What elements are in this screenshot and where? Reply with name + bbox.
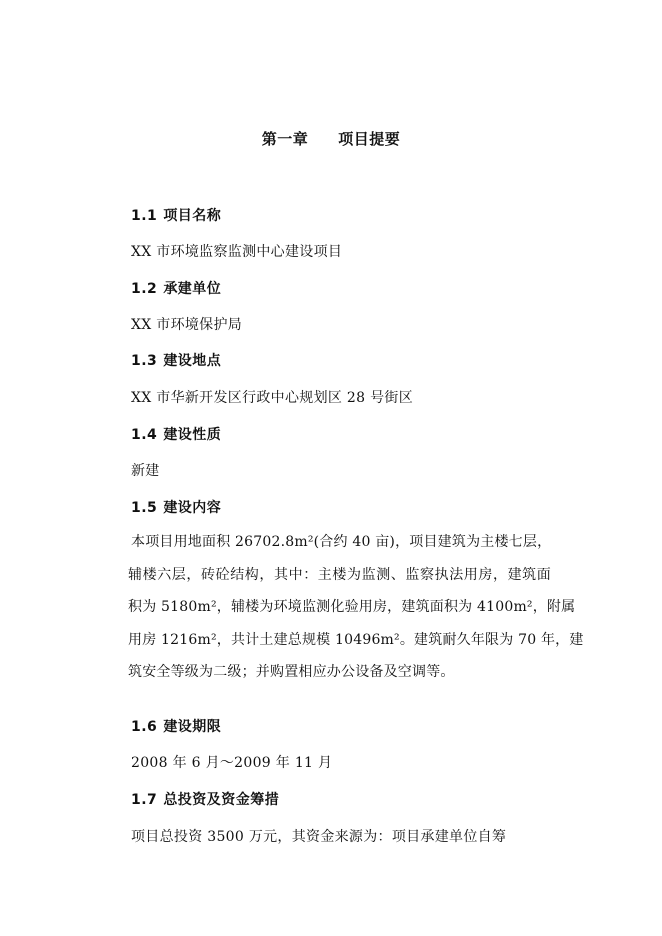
paragraph-line: 辅楼六层，砖砼结构，其中：主楼为监测、监察执法用房，建筑面 [128,566,551,583]
chapter-title [0,128,662,149]
section-heading-1-2 [131,278,221,298]
project-name-text: XX 市环境监察监测中心建设项目 [131,244,343,260]
paragraph-line: 本项目用地面积 26702.8m²(合约 40 亩)，项目建筑为主楼七层， [131,534,552,550]
section-title: 项目名称 [163,208,222,224]
section-number: 1.6 [131,719,158,735]
section-number: 1.3 [131,353,158,369]
section-title: 建设性质 [163,427,222,443]
nature-text: 新建 [131,463,160,479]
paragraph-line: 积为 5180m²，辅楼为环境监测化验用房，建筑面积为 4100m²，附属 [128,599,576,615]
section-title: 建设地点 [163,353,222,369]
section-heading-1-6 [131,716,221,736]
paragraph-line: 用房 1216m²，共计土建总规模 10496m²。建筑耐久年限为 70 年，建 [128,631,584,648]
section-title: 总投资及资金筹措 [163,792,280,808]
period-text: 2008 年 6 月～2009 年 11 月 [131,755,333,771]
chapter-number: 第一章 [261,130,309,148]
location-text: XX 市华新开发区行政中心规划区 28 号街区 [131,390,413,406]
section-title: 建设内容 [163,500,222,516]
section-number: 1.4 [131,427,158,443]
section-heading-1-1 [131,205,221,225]
paragraph-line: 筑安全等级为二级；并购置相应办公设备及空调等。 [128,664,455,680]
section-heading-1-3 [131,350,221,370]
section-number: 1.1 [131,208,158,224]
section-title: 承建单位 [163,281,222,297]
section-number: 1.5 [131,500,158,516]
investment-text: 项目总投资 3500 万元，其资金来源为：项目承建单位自筹 [131,829,507,845]
section-number: 1.2 [131,281,158,297]
construction-content-paragraph [128,526,584,689]
section-title: 建设期限 [163,719,222,735]
section-heading-1-4 [131,424,221,444]
chapter-name: 项目提要 [338,130,401,148]
section-heading-1-7 [131,789,279,809]
section-heading-1-5 [131,497,221,517]
section-number: 1.7 [131,792,158,808]
contractor-text: XX 市环境保护局 [131,317,243,333]
